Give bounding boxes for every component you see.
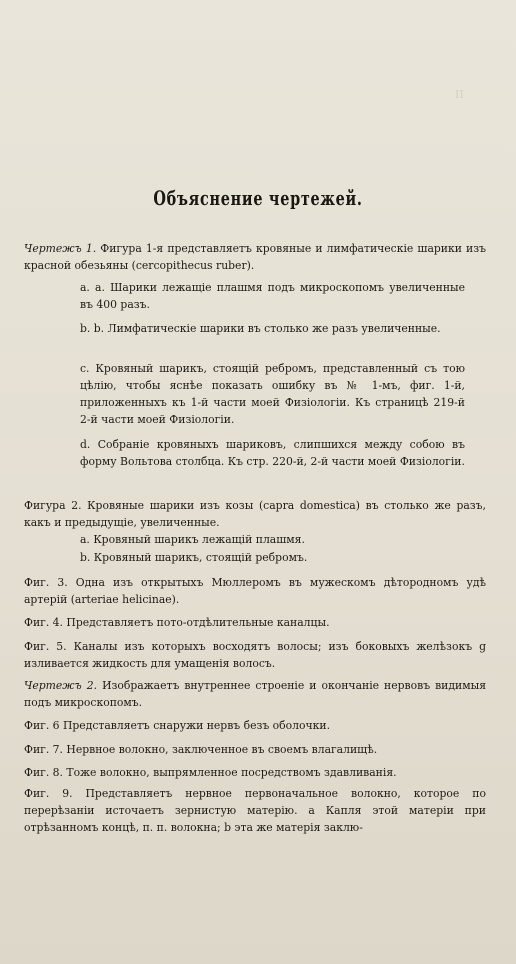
entry-text: Фиг. 3. Одна изъ открытыхъ Мюллеромъ въ мужескомъ дѣтородномъ удѣ артерій (arteriae helicinae). — [24, 576, 486, 606]
entry-text: Собраніе кровяныхъ шариковъ, слипшихся между собою въ форму Вольтова столбца. Къ стр. 220-й, 2-й части моей Физіологіи. — [80, 438, 465, 468]
entry-text: Фиг. 6 Представляетъ снаружи нервъ безъ оболочки. — [24, 719, 331, 732]
page-title: Объяснение чертежей. — [153, 186, 363, 210]
entry-drawing-1-b — [80, 320, 465, 337]
entry-text: Фигура 2. Кровяные шарики изъ козы (capra domestica) въ столько же разъ, какъ и предыдущіе, увеличенные. — [24, 499, 486, 529]
entry-figure-2-b — [80, 549, 465, 566]
entry-label: d. — [80, 438, 91, 451]
entry-drawing-1 — [24, 240, 486, 274]
entry-label: b. — [80, 551, 91, 564]
entry-drawing-1-c — [80, 360, 465, 428]
entry-text: Фигура 1-я представляетъ кровяные и лимфатическіе шарики изъ красной обезьяны (cercopithecus ruber). — [24, 242, 486, 272]
entry-text: Фиг. 5. Каналы изъ которыхъ восходятъ волосы; изъ боковыхъ желѣзокъ g изливается жидкость для умащенія волосъ. — [24, 640, 486, 670]
entry-text: Фиг. 9. Представляетъ нервное первоначальное волокно, которое по перерѣзаніи источаетъ зернистую матерію. a Капля этой матеріи при отрѣзанномъ концѣ, п. п. волокна; b эта же матерія заклю- — [24, 787, 486, 834]
entry-figure-2-a — [80, 531, 465, 548]
entry-label: b. b. — [80, 322, 105, 335]
entry-figure-6 — [24, 717, 486, 734]
entry-text: Лимфатическіе шарики въ столько же разъ увеличенные. — [107, 322, 441, 335]
entry-figure-4 — [24, 614, 486, 631]
entry-figure-3 — [24, 574, 486, 608]
entry-text: Шарики лежащіе плашмя подъ микроскопомъ увеличенные въ 400 разъ. — [80, 281, 465, 311]
entry-label: a. a. — [80, 281, 105, 294]
entry-text: Фиг. 8. Тоже волокно, выпрямленное посредствомъ здавливанія. — [24, 766, 397, 779]
entry-figure-7 — [24, 741, 486, 758]
entry-figure-8 — [24, 764, 486, 781]
entry-label: Чертежъ 1. — [24, 242, 97, 255]
entry-drawing-1-d — [80, 436, 465, 470]
entry-label: c. — [80, 362, 90, 375]
entry-drawing-1-a — [80, 279, 465, 313]
entry-text: Фиг. 4. Представляетъ пото-отдѣлительные каналцы. — [24, 616, 330, 629]
entry-figure-5 — [24, 638, 486, 672]
entry-label: Чертежъ 2. — [24, 679, 98, 692]
entry-text: Кровяный шарикъ, стоящій ребромъ, представленный съ тою цѣлію, чтобы яснѣе показать ошибку въ № 1-мъ, фиг. 1-й, приложенныхъ къ 1-й части моей Физіологіи. Къ страницѣ 219-й 2-й части моей Физіологіи. — [80, 362, 465, 426]
entry-label: a. — [80, 533, 90, 546]
entry-drawing-2 — [24, 677, 486, 711]
entry-text: Фиг. 7. Нервное волокно, заключенное въ своемъ влагалищѣ. — [24, 743, 378, 756]
bleed-through-text: II — [455, 88, 464, 101]
entry-figure-9 — [24, 785, 486, 836]
entry-text: Изображаетъ внутреннее строеніе и окончаніе нервовъ видимыя подъ микроскопомъ. — [24, 679, 487, 709]
entry-text: Кровяный шарикъ, стоящій ребромъ. — [93, 551, 308, 564]
entry-text: Кровяный шарикъ лежащій плашмя. — [93, 533, 305, 546]
entry-figure-2 — [24, 497, 486, 531]
